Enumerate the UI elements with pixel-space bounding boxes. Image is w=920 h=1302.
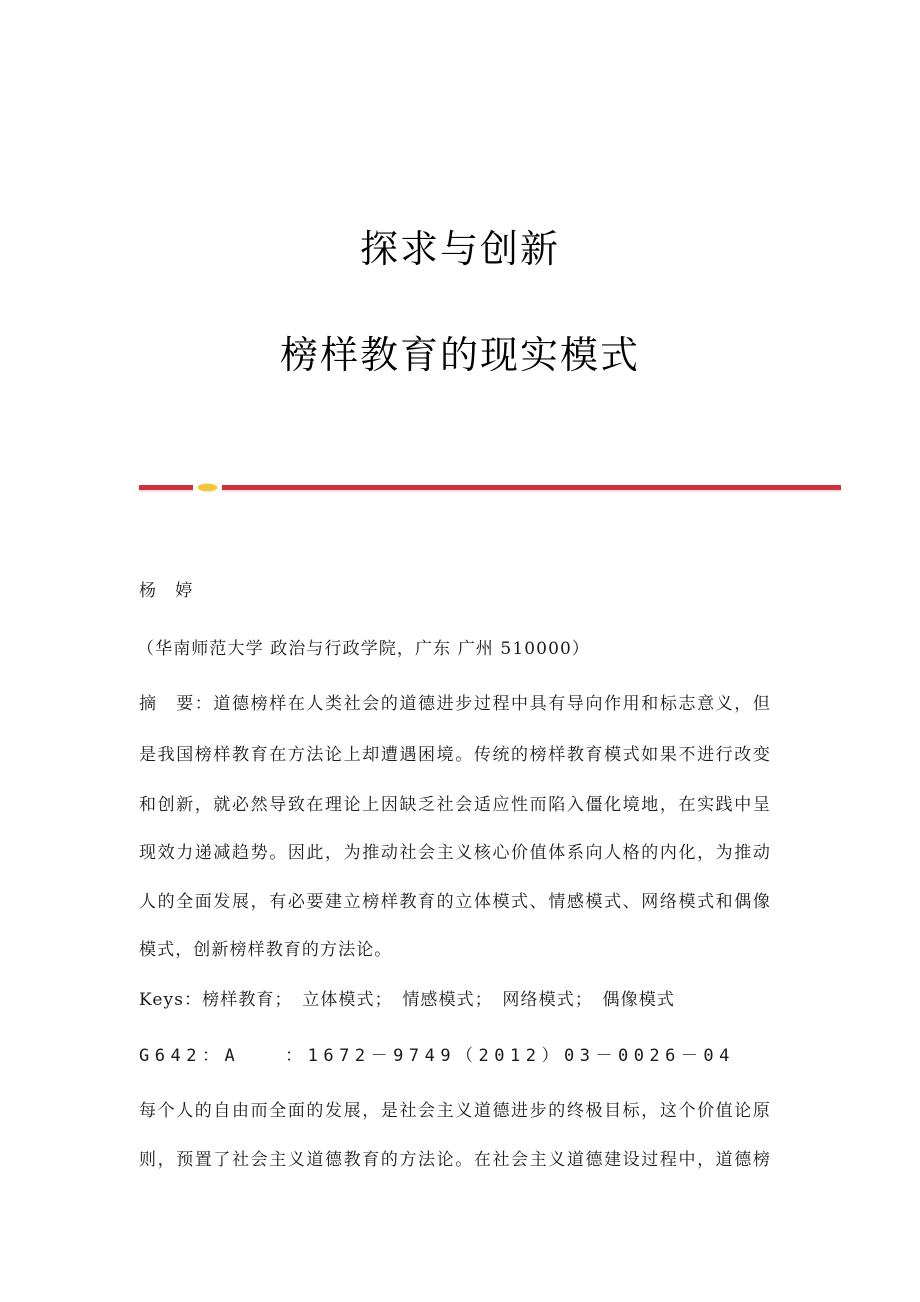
author-affiliation: （华南师范大学 政治与行政学院，广东 广州 510000） [137, 639, 591, 659]
abstract-line: 模式，创新榜样教育的方法论。 [139, 940, 393, 960]
abstract-line: 人的全面发展，有必要建立榜样教育的立体模式、情感模式、网络模式和偶像 [139, 892, 771, 912]
classification-codes: G642：A ：1672－9749（2012）03－0026－04 [139, 1046, 735, 1066]
body-paragraph-line: 则，预置了社会主义道德教育的方法论。在社会主义道德建设过程中，道德榜 [139, 1150, 771, 1170]
abstract-line: 是我国榜样教育在方法论上却遭遇困境。传统的榜样教育模式如果不进行改变 [139, 745, 771, 765]
abstract-line: 和创新，就必然导致在理论上因缺乏社会适应性而陷入僵化境地，在实践中呈 [139, 795, 771, 815]
divider-bar-right [222, 485, 841, 490]
title-line-1: 探求与创新 [359, 227, 560, 271]
body-paragraph-line: 每个人的自由而全面的发展，是社会主义道德进步的终极目标，这个价值论原 [139, 1101, 771, 1121]
abstract-line: 现效力递减趋势。因此，为推动社会主义核心价值体系向人格的内化，为推动 [139, 843, 771, 863]
divider-bar-left [139, 485, 193, 490]
author-name: 杨 婷 [139, 581, 194, 601]
title-line-2: 榜样教育的现实模式 [279, 333, 640, 377]
abstract-line: 摘 要：道德榜样在人类社会的道德进步过程中具有导向作用和标志意义，但 [139, 694, 771, 714]
divider-ornament-icon [198, 484, 217, 491]
keywords: Keys：榜样教育； 立体模式； 情感模式； 网络模式； 偶像模式 [139, 990, 675, 1010]
